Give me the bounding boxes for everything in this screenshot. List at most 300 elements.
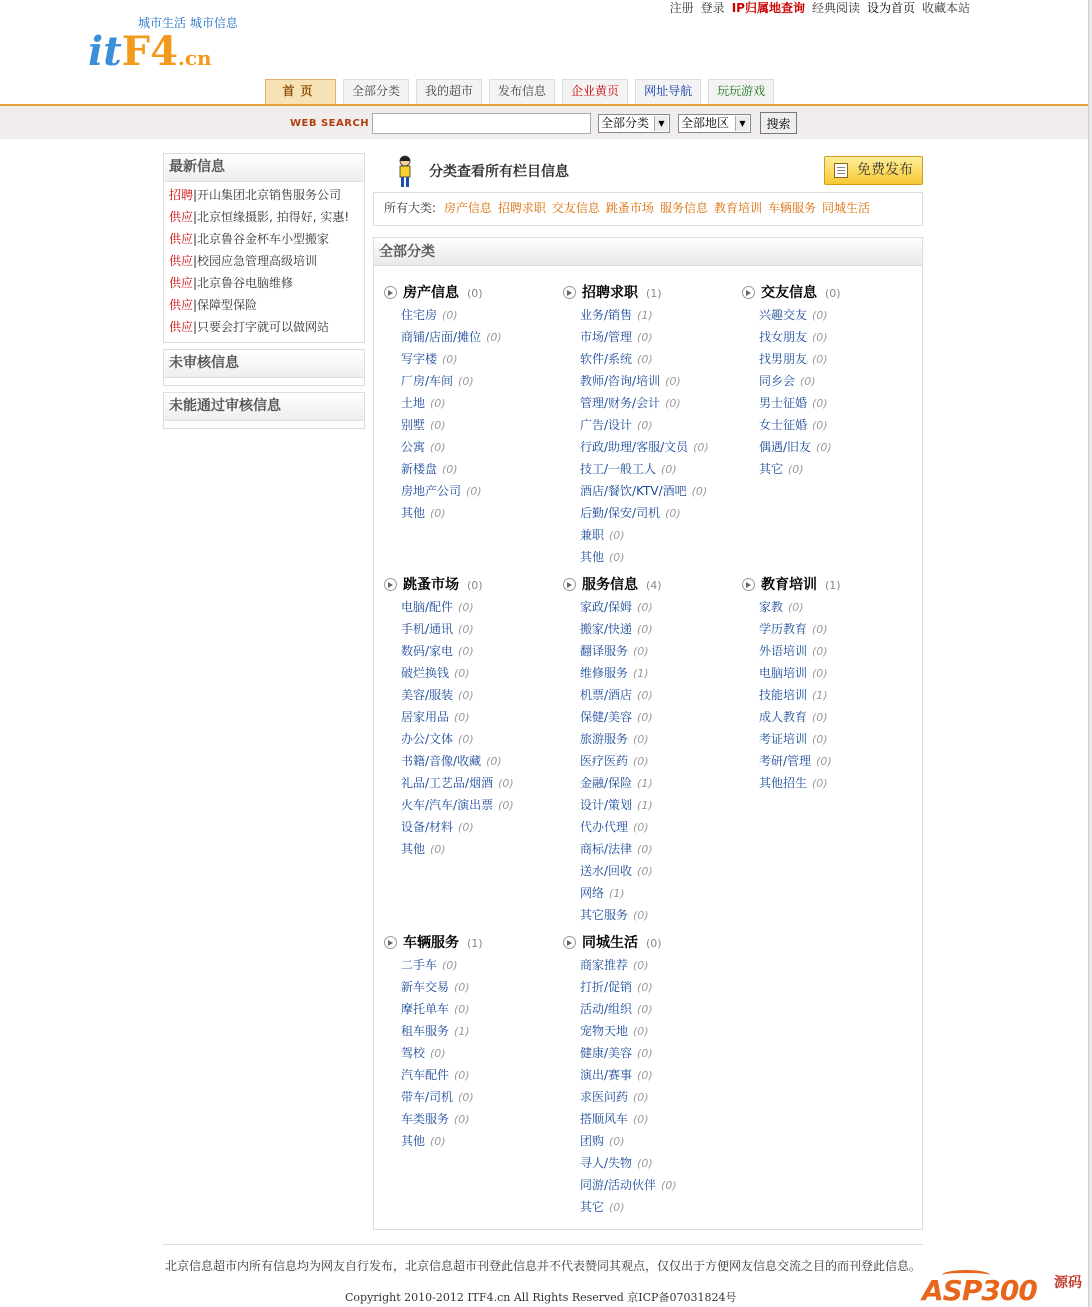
subcategory-count: (0) [812,353,828,366]
all-categories-title: 全部分类 [374,238,922,266]
info-title: |北京鲁谷金杯车小型搬家 [193,232,330,246]
subcategory-count: (0) [609,1201,625,1214]
subcategory-count: (0) [691,485,708,498]
subcategory-name: 火车/汽车/演出票 [401,798,494,812]
subcategory-name: 代办代理 [580,820,629,834]
subcategory-name: 电脑/配件 [401,600,454,614]
subcategory-item[interactable] [401,684,562,706]
subcategory-name: 业务/销售 [580,308,633,322]
subcategory-item[interactable] [580,436,741,458]
subcategory-item[interactable] [580,794,741,816]
subcategory-count: (0) [812,397,828,410]
arrow-right-icon [384,578,397,591]
subcategory-item[interactable] [759,618,920,640]
info-title: |保障型保险 [193,298,258,312]
subcategory-item[interactable] [580,524,741,546]
subcategory-name: 酒店/餐饮/KTV/酒吧 [580,484,687,498]
subcategory-count: (0) [637,865,653,878]
subcategory-item[interactable] [401,348,562,370]
category-select[interactable]: 全部分类 ▼ [598,114,670,133]
subcategory-name: 健康/美容 [580,1046,633,1060]
subcategory-name: 驾校 [401,1046,426,1060]
search-input[interactable] [372,113,591,134]
nav-tab-6[interactable]: 玩玩游戏 [708,79,774,104]
top-links [663,0,970,16]
main-nav [265,79,781,105]
subcategory-item[interactable] [580,1152,741,1174]
subcategory-item[interactable] [401,502,562,524]
subcategory-item[interactable] [759,414,920,436]
subcategory-item[interactable] [759,436,920,458]
subcategory-name: 其他招生 [759,776,808,790]
subcategory-count: (0) [665,375,681,388]
subcategory-item[interactable] [759,370,920,392]
subcategory-count: (0) [637,689,653,702]
subcategory-name: 宠物天地 [580,1024,629,1038]
subcategory-name: 家政/保姆 [580,600,633,614]
subcategory-item[interactable] [759,662,920,684]
subcategory-count: (0) [458,375,474,388]
subcategory-item[interactable] [580,1042,741,1064]
subcategory-name: 住宅房 [401,308,438,322]
subcategory-name: 数码/家电 [401,644,454,658]
subcategory-name: 租车服务 [401,1024,450,1038]
subcategory-item[interactable] [401,304,562,326]
footer-divider [163,1244,923,1245]
top-link-2[interactable]: IP归属地查询 [731,1,805,15]
subcategory-item[interactable] [580,772,741,794]
subcategory-item[interactable] [580,1020,741,1042]
subcategory-item[interactable] [401,728,562,750]
subcategory-count: (0) [812,711,828,724]
nav-tab-5[interactable]: 网址导航 [635,79,701,104]
subcategory-item[interactable] [401,750,562,772]
category-group-title[interactable]: 房产信息 [403,285,459,301]
subcategory-name: 软件/系统 [580,352,633,366]
region-select[interactable]: 全部地区 ▼ [678,114,751,133]
subcategory-item[interactable] [580,618,741,640]
subcategory-item[interactable] [580,684,741,706]
document-icon [834,163,848,178]
subcategory-name: 公寓 [401,440,426,454]
category-group-title[interactable]: 服务信息 [582,577,638,593]
subcategory-item[interactable] [580,1174,741,1196]
subcategory-item[interactable] [580,750,741,772]
person-icon [397,155,413,189]
nav-tab-3[interactable]: 发布信息 [489,79,555,104]
subcategory-count: (0) [609,529,625,542]
info-type-tag: 供应 [169,320,194,334]
subcategory-name: 求医问药 [580,1090,629,1104]
nav-tab-4[interactable]: 企业黄页 [562,79,628,104]
subcategory-name: 医疗医药 [580,754,629,768]
subcategory-item[interactable] [580,458,741,480]
latest-info-item[interactable] [169,250,364,272]
arrow-right-icon [563,578,576,591]
category-group [384,574,562,860]
subcategory-item[interactable] [759,348,920,370]
subcategory-item[interactable] [580,640,741,662]
subcategory-count: (0) [498,777,514,790]
subcategory-name: 汽车配件 [401,1068,450,1082]
subcategory-count: (0) [693,441,709,454]
top-category-link[interactable]: 服务信息 [659,201,708,215]
subcategory-item[interactable] [580,348,741,370]
subcategory-name: 偶遇/旧友 [759,440,812,454]
subcategory-count: (0) [458,645,474,658]
subcategory-item[interactable] [580,882,741,904]
subcategory-count: (0) [637,843,653,856]
subcategory-item[interactable] [401,1108,562,1130]
subcategory-count: (0) [486,755,502,768]
subcategory-count: (0) [637,331,653,344]
subcategory-item[interactable] [580,998,741,1020]
subcategory-count: (0) [430,507,446,520]
subcategory-item[interactable] [401,998,562,1020]
subcategory-count: (0) [812,777,828,790]
subcategory-count: (0) [637,353,653,366]
subcategory-count: (0) [609,1135,625,1148]
category-group-title[interactable]: 同城生活 [582,935,638,951]
subcategory-name: 市场/管理 [580,330,633,344]
subcategory-count: (0) [633,959,649,972]
subcategory-item[interactable] [401,954,562,976]
subcategory-count: (0) [812,623,828,636]
latest-info-item[interactable] [169,206,364,228]
top-category-link[interactable]: 交友信息 [551,201,600,215]
subcategory-name: 找男朋友 [759,352,808,366]
subcategory-name: 维修服务 [580,666,629,680]
subcategory-name: 居家用品 [401,710,450,724]
subcategory-item[interactable] [580,860,741,882]
category-group-count: (1) [646,287,662,300]
arrow-right-icon [384,936,397,949]
latest-info-item[interactable] [169,294,364,316]
top-category-link[interactable]: 房产信息 [443,201,492,215]
top-category-bar [373,192,923,226]
top-link-4[interactable]: 设为首页 [866,1,915,15]
subcategory-item[interactable] [580,904,741,926]
subcategory-count: (0) [458,733,474,746]
category-group [742,574,920,794]
watermark-logo: ASP300 源码 [922,1268,1087,1306]
subcategory-count: (0) [633,821,649,834]
subcategory-item[interactable] [401,706,562,728]
category-group-count: (0) [467,287,483,300]
subcategory-name: 行政/助理/客服/文员 [580,440,689,454]
subcategory-name: 考研/管理 [759,754,812,768]
category-group-title[interactable]: 跳蚤市场 [403,577,459,593]
top-link-0[interactable]: 注册 [669,1,694,15]
subcategory-item[interactable] [401,596,562,618]
subcategory-name: 学历教育 [759,622,808,636]
subcategory-count: (0) [458,821,474,834]
subcategory-item[interactable] [759,728,920,750]
site-logo[interactable] [88,10,248,78]
arrow-right-icon [563,286,576,299]
subcategory-name: 其他 [401,1134,426,1148]
subcategory-item[interactable] [580,596,741,618]
subcategory-count: (0) [816,441,832,454]
subcategory-count: (0) [661,1179,677,1192]
subcategory-item[interactable] [580,728,741,750]
category-group-title[interactable]: 交友信息 [761,285,817,301]
subcategory-item[interactable] [580,706,741,728]
nav-tab-2[interactable]: 我的超市 [416,79,482,104]
top-category-link[interactable]: 跳蚤市场 [605,201,654,215]
subcategory-item[interactable] [401,370,562,392]
subcategory-item[interactable] [401,436,562,458]
subcategory-item[interactable] [401,1042,562,1064]
subcategory-item[interactable] [580,816,741,838]
subcategory-count: (0) [430,843,446,856]
nav-tab-0[interactable]: 首页 [265,79,336,105]
subcategory-count: (0) [633,733,649,746]
latest-info-item[interactable] [169,184,364,206]
info-title: |开山集团北京销售服务公司 [193,188,342,202]
subcategory-item[interactable] [580,1108,741,1130]
category-group-header [563,574,741,596]
subcategory-item[interactable] [401,1020,562,1042]
subcategory-item[interactable] [580,502,741,524]
subcategory-name: 新楼盘 [401,462,438,476]
subcategory-item[interactable] [401,326,562,348]
category-group-header [563,282,741,304]
nav-tab-1[interactable]: 全部分类 [343,79,409,104]
subcategory-item[interactable] [580,1196,741,1218]
subcategory-name: 后勤/保安/司机 [580,506,661,520]
subcategory-item[interactable] [401,618,562,640]
subcategory-name: 机票/酒店 [580,688,633,702]
all-categories-label: 所有大类: [384,201,437,215]
category-group [742,282,920,480]
subcategory-item[interactable] [401,480,562,502]
subcategory-item[interactable] [759,772,920,794]
subcategory-name: 礼品/工艺品/烟酒 [401,776,494,790]
info-title: |北京鲁谷电脑维修 [193,276,294,290]
subcategory-item[interactable] [759,304,920,326]
subcategory-count: (0) [430,1047,446,1060]
subcategory-item[interactable] [759,706,920,728]
top-link-3[interactable]: 经典阅读 [811,1,860,15]
subcategory-name: 演出/赛事 [580,1068,633,1082]
window-scrollbar[interactable] [1088,0,1092,1307]
category-group-header [384,574,562,596]
subcategory-name: 保健/美容 [580,710,633,724]
subcategory-item[interactable] [401,838,562,860]
subcategory-count: (0) [454,981,470,994]
sidebar [163,153,365,435]
subcategory-count: (0) [661,463,677,476]
web-search-label: WEB SEARCH [290,118,370,129]
subcategory-name: 手机/通讯 [401,622,454,636]
subcategory-item[interactable] [580,954,741,976]
chevron-down-icon: ▼ [735,116,749,131]
subcategory-name: 商标/法律 [580,842,633,856]
subcategory-count: (0) [458,689,474,702]
category-group-title[interactable]: 车辆服务 [403,935,459,951]
subcategory-name: 网络 [580,886,605,900]
subcategory-item[interactable] [580,1064,741,1086]
subcategory-item[interactable] [401,640,562,662]
subcategory-item[interactable] [580,414,741,436]
search-bar [0,106,1088,139]
free-post-button[interactable]: 免费发布 [824,156,923,185]
subcategory-item[interactable] [759,326,920,348]
category-group-header [563,932,741,954]
chevron-down-icon: ▼ [654,116,668,131]
subcategory-name: 写字楼 [401,352,438,366]
subcategory-item[interactable] [580,480,741,502]
top-category-link[interactable]: 招聘求职 [497,201,546,215]
subcategory-item[interactable] [759,640,920,662]
category-group-title[interactable]: 教育培训 [761,577,817,593]
subcategory-count: (0) [633,1113,649,1126]
category-group-header [384,932,562,954]
subcategory-name: 商铺/店面/摊位 [401,330,482,344]
subcategory-item[interactable] [580,838,741,860]
top-category-link[interactable]: 教育培训 [713,201,762,215]
subcategory-count: (0) [633,645,649,658]
top-link-5[interactable]: 收藏本站 [921,1,970,15]
logo-tagline: 城市生活 城市信息 [138,16,238,30]
subcategory-name: 搬家/快递 [580,622,633,636]
category-group-count: (0) [825,287,841,300]
subcategory-count: (0) [454,1069,470,1082]
all-categories-box [373,237,923,1230]
subcategory-item[interactable] [580,304,741,326]
subcategory-item[interactable] [580,1086,741,1108]
subcategory-count: (0) [454,711,470,724]
subcategory-count: (1) [637,309,653,322]
subcategory-count: (0) [442,959,458,972]
subcategory-count: (0) [498,799,514,812]
subcategory-item[interactable] [580,976,741,998]
subcategory-name: 兴趣交友 [759,308,808,322]
subcategory-count: (1) [637,777,653,790]
arrow-right-icon [563,936,576,949]
subcategory-item[interactable] [401,976,562,998]
subcategory-item[interactable] [759,750,920,772]
subcategory-item[interactable] [759,596,920,618]
page-title: 分类查看所有栏目信息 [429,164,569,180]
category-group-title[interactable]: 招聘求职 [582,285,638,301]
latest-info-item[interactable] [169,316,364,338]
category-group [563,574,741,926]
subcategory-item[interactable] [401,1064,562,1086]
subcategory-item[interactable] [759,458,920,480]
subcategory-item[interactable] [401,816,562,838]
subcategory-count: (0) [430,419,446,432]
subcategory-name: 商家推荐 [580,958,629,972]
subcategory-count: (0) [633,755,649,768]
subcategory-name: 同游/活动伙伴 [580,1178,657,1192]
latest-info-item[interactable] [169,228,364,250]
subcategory-item[interactable] [580,1130,741,1152]
top-category-link[interactable]: 车辆服务 [767,201,816,215]
top-link-1[interactable]: 登录 [700,1,725,15]
subcategory-count: (0) [812,419,828,432]
subcategory-name: 寻人/失物 [580,1156,633,1170]
top-category-link[interactable]: 同城生活 [821,201,870,215]
subcategory-item[interactable] [401,392,562,414]
subcategory-count: (0) [812,309,828,322]
subcategory-item[interactable] [580,370,741,392]
subcategory-count: (0) [458,623,474,636]
subcategory-item[interactable] [580,662,741,684]
subcategory-item[interactable] [401,1086,562,1108]
subcategory-count: (1) [454,1025,470,1038]
subcategory-item[interactable] [580,546,741,568]
subcategory-name: 其它服务 [580,908,629,922]
subcategory-item[interactable] [580,392,741,414]
category-group-header [384,282,562,304]
subcategory-name: 男士征婚 [759,396,808,410]
subcategory-item[interactable] [759,684,920,706]
subcategory-name: 其它 [759,462,784,476]
info-type-tag: 供应 [169,232,194,246]
subcategory-count: (0) [430,441,446,454]
info-title: |北京恒缘摄影, 拍得好, 实惠! [193,210,350,224]
unreviewed-title: 未审核信息 [164,350,364,378]
latest-info-item[interactable] [169,272,364,294]
subcategory-name: 金融/保险 [580,776,633,790]
subcategory-item[interactable] [580,326,741,348]
subcategory-name: 教师/咨询/培训 [580,374,661,388]
category-group-header [742,282,920,304]
subcategory-count: (1) [637,799,653,812]
subcategory-count: (0) [812,667,828,680]
subcategory-item[interactable] [401,772,562,794]
category-group-count: (0) [646,937,662,950]
subcategory-count: (1) [812,689,828,702]
subcategory-item[interactable] [759,392,920,414]
subcategory-name: 找女朋友 [759,330,808,344]
subcategory-count: (0) [486,331,502,344]
category-group [563,282,741,568]
subcategory-count: (0) [637,601,653,614]
subcategory-count: (1) [609,887,625,900]
info-type-tag: 供应 [169,254,194,268]
subcategory-name: 外语培训 [759,644,808,658]
search-button[interactable]: 搜索 [760,112,797,134]
info-type-tag: 供应 [169,298,194,312]
subcategory-item[interactable] [401,794,562,816]
subcategory-count: (0) [466,485,482,498]
main-header [373,153,923,189]
subcategory-item[interactable] [401,458,562,480]
subcategory-item[interactable] [401,1130,562,1152]
subcategory-count: (0) [454,1003,470,1016]
latest-info-box [163,153,365,343]
subcategory-count: (0) [637,419,653,432]
subcategory-name: 家教 [759,600,784,614]
subcategory-name: 成人教育 [759,710,808,724]
subcategory-name: 设计/策划 [580,798,633,812]
subcategory-name: 打折/促销 [580,980,633,994]
subcategory-count: (0) [637,711,653,724]
subcategory-item[interactable] [401,414,562,436]
subcategory-count: (0) [788,601,804,614]
subcategory-name: 书籍/音像/收藏 [401,754,482,768]
subcategory-name: 同乡会 [759,374,796,388]
subcategory-count: (0) [442,309,458,322]
subcategory-count: (0) [633,1025,649,1038]
subcategory-count: (0) [665,507,681,520]
category-group-count: (1) [467,937,483,950]
subcategory-item[interactable] [401,662,562,684]
subcategory-count: (0) [637,1069,653,1082]
